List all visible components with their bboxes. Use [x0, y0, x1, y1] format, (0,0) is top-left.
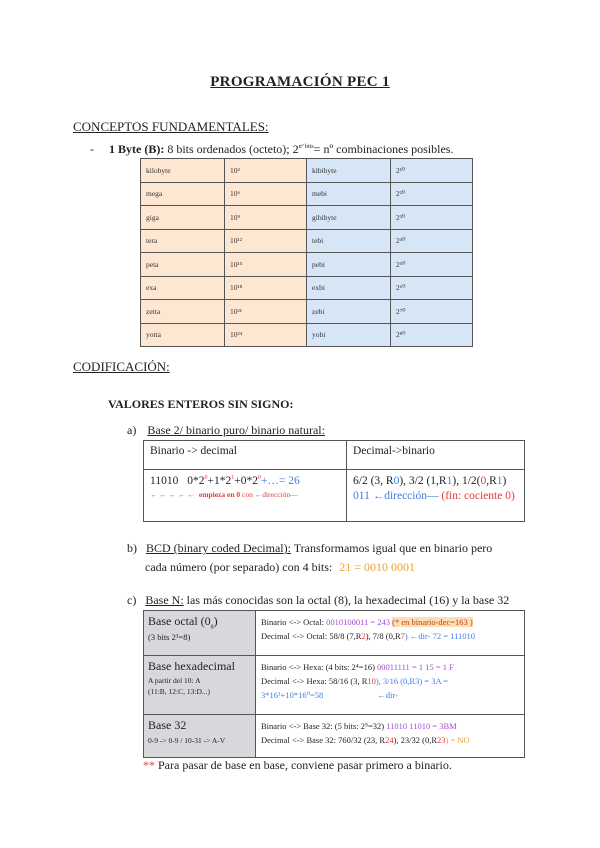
unit-bin-value: 2³⁰: [391, 206, 473, 230]
item-c-label: Base N:: [145, 593, 184, 607]
unit-si-name: yotta: [141, 323, 225, 347]
base32-line2: [261, 733, 519, 747]
hex-detail1: A partir del 10: A: [148, 676, 201, 685]
octal-l2-result: ) ←dir- 72 = 111010: [404, 631, 476, 641]
hex-l2-part2: ), 3/16 (0,R3) = 3A =: [375, 676, 449, 686]
item-b-label: BCD (binary coded Decimal):: [146, 541, 291, 555]
unit-si-value: 10⁶: [225, 182, 307, 206]
hex-l3-formula: 3*16¹+10*16⁰=58: [261, 690, 324, 700]
base32-name: Base 32: [148, 718, 187, 732]
octal-name-text: Base octal (0: [148, 614, 211, 628]
base-n-table: [143, 610, 525, 758]
bin-dec-example: [150, 475, 340, 487]
item-a-label: Base 2/ binario puro/ binario natural:: [147, 423, 325, 437]
units-table: [140, 158, 473, 347]
unit-si-value: 10³: [225, 159, 307, 183]
note-text: Para pasar de base en base, conviene pasar primero a binario.: [155, 758, 452, 772]
base32-l1-label: Binario <-> Base 32: (5 bits: 2⁵=32): [261, 721, 387, 731]
direction-arrows: ← ← ← ← ←: [150, 490, 195, 499]
byte-definition: [90, 142, 453, 157]
unit-bin-name: zebi: [307, 300, 391, 324]
unit-bin-value: 2⁵⁰: [391, 253, 473, 277]
octal-line2: [261, 629, 519, 643]
hex-l2-part1: Decimal <-> Hexa: 58/16 (3, R: [261, 676, 368, 686]
hex-content-cell: [256, 656, 525, 715]
unit-si-name: exa: [141, 276, 225, 300]
base32-l2-result: ) = NO: [445, 735, 470, 745]
base32-l2-part1: Decimal <-> Base 32: 760/32 (23, R: [261, 735, 386, 745]
octal-name-end: ): [213, 614, 218, 628]
dec-bin-part4: ,R: [486, 475, 497, 487]
bin-dec-note: [150, 490, 340, 499]
unit-si-name: tera: [141, 229, 225, 253]
dec-bin-r3: 1: [496, 475, 503, 487]
octal-name-sub: 8: [210, 624, 214, 631]
bin-dec-number: 11010: [150, 475, 179, 487]
octal-name-cell: [144, 611, 256, 656]
octal-l2-part2: ), 7/8 (0,R: [365, 631, 401, 641]
unit-bin-name: kibibyte: [307, 159, 391, 183]
formula-result: +…= 26: [260, 475, 300, 487]
formula-exp-0: 0: [204, 475, 208, 482]
unit-bin-value: 2²⁰: [391, 182, 473, 206]
binary-table: [143, 440, 525, 522]
formula-part-c: +1*2: [207, 475, 232, 487]
bcd-example: 21 = 0010 0001: [339, 560, 416, 574]
item-b: [127, 539, 547, 577]
formula-part-a: 0*2: [187, 475, 205, 487]
units-row: [141, 182, 473, 206]
units-row: [141, 206, 473, 230]
unit-bin-name: gibibyte: [307, 206, 391, 230]
dec-bin-r2: 1: [446, 475, 453, 487]
bin-dec-formula: [187, 475, 300, 487]
unit-bin-name: mebi: [307, 182, 391, 206]
hex-line1: [261, 660, 519, 674]
item-c: [127, 593, 509, 608]
unit-si-name: zetta: [141, 300, 225, 324]
unit-bin-name: tebi: [307, 229, 391, 253]
hex-l1-value: 00011111 = 1 15 = 1 F: [377, 662, 454, 672]
item-b-text1: Transformamos igual que en binario pero: [290, 541, 493, 555]
page-title: PROGRAMACIÓN PEC 1: [210, 74, 390, 90]
dec-bin-q3: 0: [480, 475, 487, 487]
octal-l2-r2: 7: [400, 631, 405, 641]
units-row: [141, 229, 473, 253]
hex-l2-r1: 10: [367, 676, 376, 686]
item-b-line2: [145, 558, 547, 577]
base32-line1: [261, 719, 519, 733]
octal-content-cell: [256, 611, 525, 656]
dec-bin-part3: ), 1/2(: [452, 475, 481, 487]
base32-l2-r1: 24: [385, 735, 394, 745]
unit-bin-name: pebi: [307, 253, 391, 277]
base32-detail: 0-9 -> 0-9 / 10-31 -> A-V: [148, 736, 226, 745]
unit-bin-name: exbi: [307, 276, 391, 300]
base32-content-cell: [256, 715, 525, 758]
item-a: [127, 423, 325, 438]
octal-l2-part1: Decimal <-> Octal: 58/8 (7,R: [261, 631, 362, 641]
unit-bin-value: 2⁶⁰: [391, 276, 473, 300]
unit-si-value: 10²⁴: [225, 323, 307, 347]
unit-si-value: 10¹²: [225, 229, 307, 253]
byte-label: 1 Byte (B):: [109, 142, 165, 156]
octal-line1: [261, 615, 519, 629]
item-b-marker: b): [127, 541, 137, 555]
unit-si-value: 10¹⁸: [225, 276, 307, 300]
units-row: [141, 323, 473, 347]
hex-l3-dir: ←dir-: [377, 690, 398, 700]
binary-to-decimal-cell: [144, 470, 347, 522]
subheading-enteros: VALORES ENTEROS SIN SIGNO:: [108, 397, 294, 411]
starts-at-zero-note: empieza en 0: [198, 490, 241, 499]
units-row: [141, 253, 473, 277]
dec-bin-line2: [353, 490, 518, 502]
byte-text1: 8 bits ordenados (octeto); 2: [164, 142, 299, 156]
unit-si-value: 10²¹: [225, 300, 307, 324]
hex-line2: [261, 674, 519, 688]
hex-name: Base hexadecimal: [148, 659, 235, 673]
unit-bin-value: 2⁷⁰: [391, 300, 473, 324]
bullet-dash: -: [90, 142, 94, 156]
dec-bin-r1: 0: [393, 475, 400, 487]
item-c-text: las más conocidas son la octal (8), la hexadecimal (16) y la base 32: [183, 593, 510, 607]
octal-detail: (3 bits 2³=8): [148, 632, 191, 642]
dec-bin-end-note: (fin: cociente 0): [441, 490, 515, 502]
item-a-marker: a): [127, 423, 137, 437]
units-row: [141, 300, 473, 324]
decimal-to-binary-cell: [347, 470, 525, 522]
formula-part-e: +0*2: [234, 475, 258, 487]
hex-name-cell: [144, 656, 256, 715]
dec-bin-result: 011 ←dirección—: [353, 490, 439, 502]
unit-si-name: giga: [141, 206, 225, 230]
unit-bin-value: 2¹⁰: [391, 159, 473, 183]
octal-l1-note: (* en binario-dec=163 ): [392, 617, 473, 627]
base-note: [143, 758, 452, 773]
formula-exp-1: 1: [231, 475, 235, 482]
formula-exp-2: 0: [257, 475, 261, 482]
unit-si-value: 10⁹: [225, 206, 307, 230]
base32-l1-value: 11010 11010 = 3BM: [386, 721, 457, 731]
octal-name: [148, 614, 251, 629]
dec-bin-part2: ), 3/2 (1,R: [399, 475, 447, 487]
hex-line3: [261, 688, 519, 702]
direction-note: con ←dirección—: [242, 490, 298, 499]
unit-si-value: 10¹⁵: [225, 253, 307, 277]
base32-l2-r2: 23: [437, 735, 446, 745]
dec-bin-line1: [353, 475, 518, 487]
unit-si-name: mega: [141, 182, 225, 206]
octal-l2-r1: 2: [361, 631, 366, 641]
unit-si-name: kilobyte: [141, 159, 225, 183]
section-heading-codificacion: CODIFICACIÓN:: [73, 359, 170, 374]
octal-l1-value: 0010100011 = 243: [326, 617, 391, 627]
hex-detail2: (11:B, 12:C, 13:D...): [148, 687, 211, 696]
dec-bin-part5: ): [502, 475, 507, 487]
units-row: [141, 159, 473, 183]
octal-l1-label: Binario <-> Octal:: [261, 617, 327, 627]
item-b-text2: cada número (por separado) con 4 bits:: [145, 560, 333, 574]
dec-bin-part1: 6/2 (3, R: [353, 475, 394, 487]
unit-si-name: peta: [141, 253, 225, 277]
section-heading-conceptos: CONCEPTOS FUNDAMENTALES:: [73, 119, 269, 134]
byte-text2: = nº combinaciones posibles.: [313, 142, 454, 156]
note-mark: **: [143, 758, 155, 772]
hex-l1-label: Binario <-> Hexa: (4 bits: 2⁴=16): [261, 662, 378, 672]
unit-bin-name: yobi: [307, 323, 391, 347]
units-row: [141, 276, 473, 300]
unit-bin-value: 2⁴⁰: [391, 229, 473, 253]
binary-table-head-2: Decimal->binario: [347, 441, 525, 470]
unit-bin-value: 2⁸⁰: [391, 323, 473, 347]
base32-name-cell: [144, 715, 256, 758]
base32-l2-part2: ), 23/32 (0,R: [393, 735, 438, 745]
binary-table-head-1: Binario -> decimal: [144, 441, 347, 470]
item-c-marker: c): [127, 593, 137, 607]
byte-sup: nº bits: [298, 144, 314, 150]
item-b-line1: [127, 539, 547, 558]
